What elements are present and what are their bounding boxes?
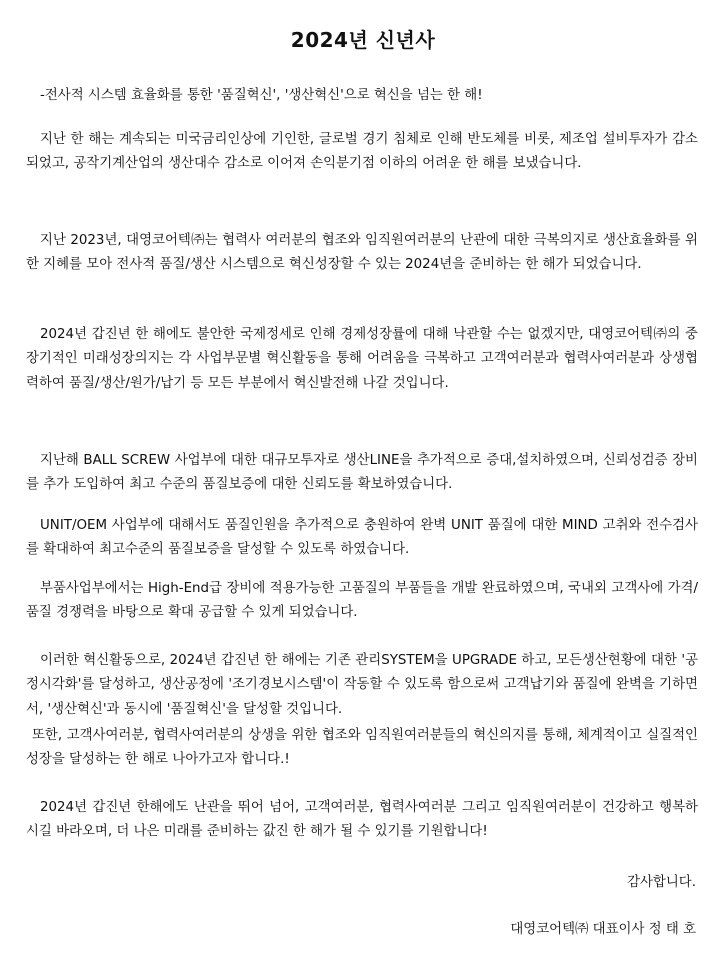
- paragraph-1: 지난 한 해는 계속되는 미국금리인상에 기인한, 글로벌 경기 침체로 인해 반도체를 비롯, 제조업 설비투자가 감소되었고, 공작기계산업의 생산대수 감소로 이어져 손익분기점 이하의 어려운 한 해를 보냈습니다.: [26, 132, 698, 172]
- paragraph-4: 지난해 BALL SCREW 사업부에 대한 대규모투자로 생산LINE을 추가적으로 증대,설치하였으며, 신뢰성검증 장비를 추가 도입하여 최고 수준의 품질보증에 대한 신뢰도를 확보하였습니다.: [26, 453, 698, 493]
- signature-line: 대영코어텍㈜ 대표이사 정 태 호: [510, 922, 696, 937]
- paragraph-8: 또한, 고객사여러분, 협력사여러분의 상생을 위한 협조와 임직원여러분들의 혁신의지를 통해, 체계적이고 실질적인 성장을 달성하는 한 해로 나아가고자 합니다.!: [26, 728, 698, 768]
- paragraph-6: 부품사업부에서는 High-End급 장비에 적용가능한 고품질의 부품들을 개발 완료하였으며, 국내외 고객사에 가격/품질 경쟁력을 바탕으로 확대 공급할 수 있게 되었습니다.: [26, 581, 698, 621]
- paragraph-7: 이러한 혁신활동으로, 2024년 갑진년 한 해에는 기존 관리SYSTEM을 UPGRADE 하고, 모든생산현황에 대한 '공정시각화'를 달성하고, 생산공정에 '조기경보시스템'이 작동할 수 있도록 함으로써 고객납기와 품질에 완벽을 기하면서, '생산혁신'과 동시에 '품질혁신'을 달성할 것입니다.: [26, 653, 698, 717]
- paragraph-9: 2024년 갑진년 한해에도 난관을 뛰어 넘어, 고객여러분, 협력사여러분 그리고 임직원여러분이 건강하고 행복하시길 바라오며, 더 나은 미래를 준비하는 값진 한 해가 될 수 있기를 기원합니다!: [26, 800, 698, 840]
- subtitle-line: -전사적 시스템 효율화를 통한 '품질혁신', '생산혁신'으로 혁신을 넘는 한 해!: [40, 88, 483, 103]
- page-title: 2024년 신년사: [290, 28, 436, 52]
- paragraph-2: 지난 2023년, 대영코어텍㈜는 협력사 여러분의 협조와 임직원여러분의 난관에 대한 극복의지로 생산효율화를 위한 지혜를 모아 전사적 품질/생산 시스템으로 혁신성장할 수 있는 2024년을 준비하는 한 해가 되었습니다.: [26, 233, 698, 273]
- paragraph-3: 2024년 갑진년 한 해에도 불안한 국제정세로 인해 경제성장률에 대해 낙관할 수는 없겠지만, 대영코어텍㈜의 중장기적인 미래성장의지는 각 사업부문별 혁신활동을 통해 어려움을 극복하고 고객여러분과 협력사여러분과 상생협력하여 품질/생산/원가/납기 등 모든 부분에서 혁신발전해 나갈 것입니다.: [26, 327, 698, 391]
- paragraph-5: UNIT/OEM 사업부에 대해서도 품질인원을 추가적으로 충원하여 완벽 UNIT 품질에 대한 MIND 고취와 전수검사를 확대하여 최고수준의 품질보증을 달성할 수 있도록 하였습니다.: [26, 518, 698, 558]
- closing-line: 감사합니다.: [627, 875, 696, 890]
